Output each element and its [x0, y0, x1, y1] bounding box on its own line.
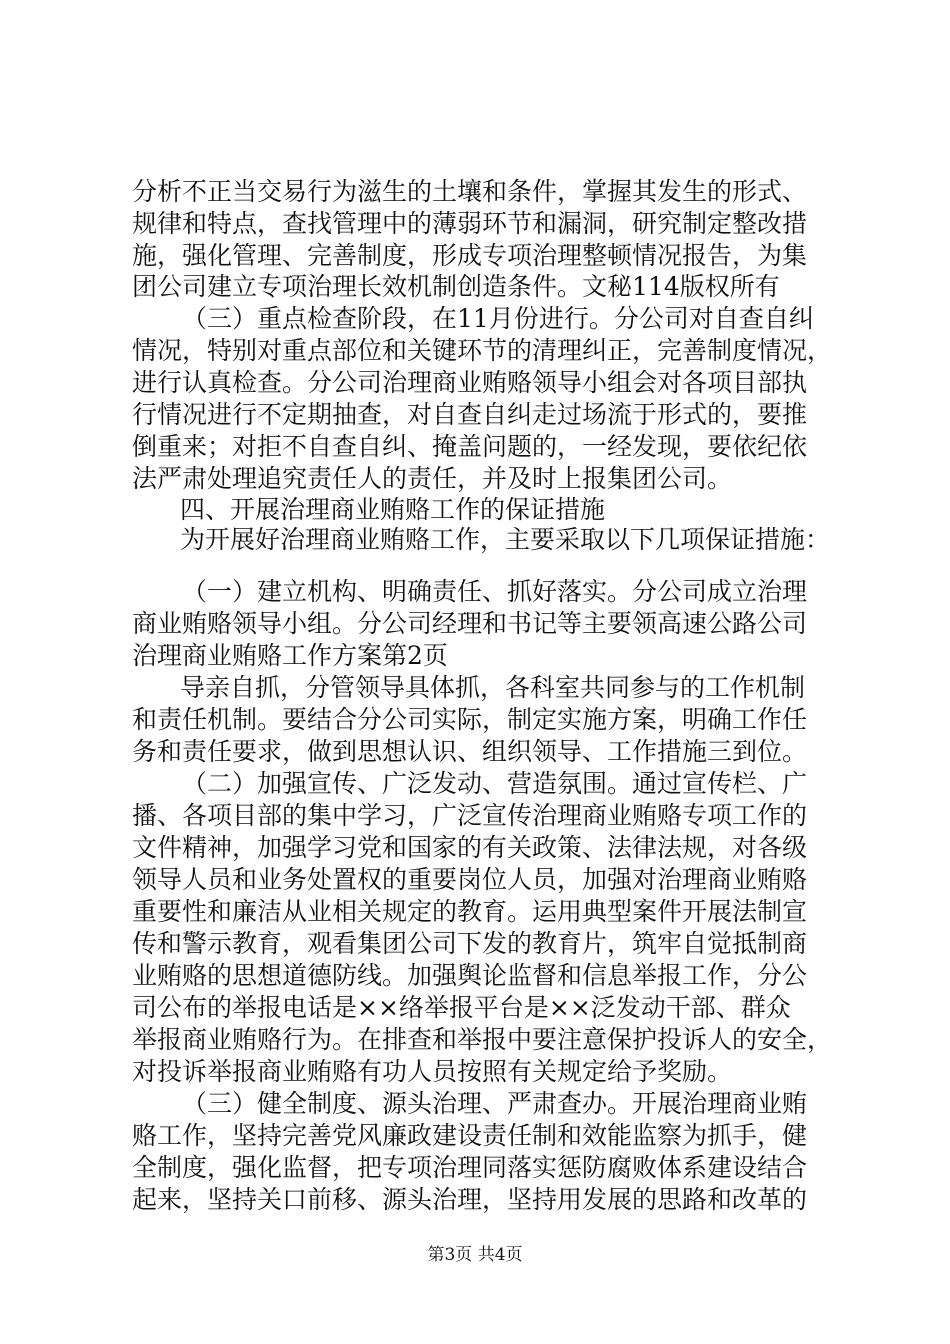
text-line: 行情况进行不定期抽查，对自查自纠走过场流于形式的，要推 [132, 400, 808, 429]
text-line: 规律和特点，查找管理中的薄弱环节和漏洞，研究制定整改措 [132, 209, 808, 238]
text-line: 情况，特别对重点部位和关键环节的清理纠正，完善制度情况， [132, 336, 833, 365]
text-line: 起来，坚持关口前移、源头治理，坚持用发展的思路和改革的 [132, 1185, 808, 1214]
text-line: 务和责任要求，做到思想认识、组织领导、工作措施三到位。 [132, 737, 808, 766]
text-line: 举报商业贿赂行为。在排查和举报中要注意保护投诉人的安全， [132, 1025, 833, 1054]
text-line: 团公司建立专项治理长效机制创造条件。文秘114版权所有 [132, 272, 780, 301]
text-line: 分析不正当交易行为滋生的土壤和条件，掌握其发生的形式、 [132, 177, 808, 206]
section-heading: 四、开展治理商业贿赂工作的保证措施 [180, 495, 606, 524]
paragraph-start-line: （二）加强宣传、广泛发动、营造氛围。通过宣传栏、广 [182, 769, 808, 798]
text-line: 播、各项目部的集中学习，广泛宣传治理商业贿赂专项工作的 [132, 801, 808, 830]
text-line: 对投诉举报商业贿赂有功人员按照有关规定给予奖励。 [132, 1057, 733, 1086]
paragraph-start-line: 为开展好治理商业贿赂工作，主要采取以下几项保证措施： [180, 525, 831, 554]
text-line: 业贿赂的思想道德防线。加强舆论监督和信息举报工作，分公 [132, 961, 808, 990]
text-line: 全制度，强化监督，把专项治理同落实惩防腐败体系建设结合 [132, 1153, 808, 1182]
text-line: 司公布的举报电话是××络举报平台是××泛发动干部、群众 [132, 993, 791, 1022]
text-line: 商业贿赂领导小组。分公司经理和书记等主要领高速公路公司 [132, 609, 808, 638]
text-line: 赂工作，坚持完善党风廉政建设责任制和效能监察为抓手，健 [132, 1121, 808, 1150]
text-line: 传和警示教育，观看集团公司下发的教育片，筑牢自觉抵制商 [132, 929, 808, 958]
text-line: 治理商业贿赂工作方案第2页 [132, 641, 448, 670]
text-line: 进行认真检查。分公司治理商业贿赂领导小组会对各项目部执 [132, 368, 808, 397]
text-line: 文件精神，加强学习党和国家的有关政策、法律法规，对各级 [132, 833, 808, 862]
text-line: 和责任机制。要结合分公司实际，制定实施方案，明确工作任 [132, 705, 808, 734]
text-line: 法严肃处理追究责任人的责任，并及时上报集团公司。 [132, 464, 733, 493]
paragraph-start-line: （一）建立机构、明确责任、抓好落实。分公司成立治理 [182, 577, 808, 606]
text-line: 倒重来；对拒不自查自纠、掩盖问题的，一经发现，要依纪依 [132, 432, 808, 461]
paragraph-start-line: （三）重点检查阶段，在11月份进行。分公司对自查自纠 [182, 304, 814, 333]
text-line: 领导人员和业务处置权的重要岗位人员，加强对治理商业贿赂 [132, 865, 808, 894]
text-line: 重要性和廉洁从业相关规定的教育。运用典型案件开展法制宣 [132, 897, 808, 926]
text-line: 施，强化管理、完善制度，形成专项治理整顿情况报告，为集 [132, 241, 808, 270]
paragraph-start-line: 导亲自抓，分管领导具体抓，各科室共同参与的工作机制 [180, 673, 806, 702]
paragraph-start-line: （三）健全制度、源头治理、严肃查办。开展治理商业贿 [182, 1089, 808, 1118]
page-footer: 第3页 共4页 [427, 1245, 523, 1265]
